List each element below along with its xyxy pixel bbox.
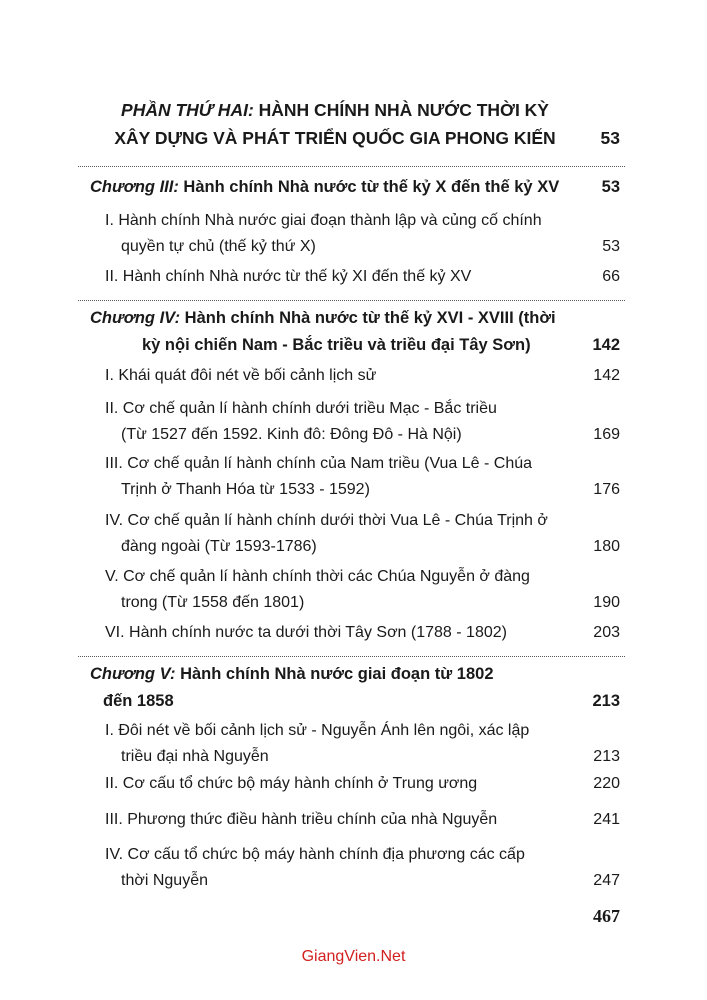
entry-page: 180 [593,538,620,555]
entry-page: 220 [593,775,620,792]
entry-page: 142 [593,367,620,384]
chapter-label: Chương IV: [90,309,181,327]
toc-entry: II. Cơ cấu tổ chức bộ máy hành chính ở Trung ương 220 [105,775,620,792]
toc-entry: II. Cơ chế quản lí hành chính dưới triều Mạc - Bắc triều (Từ 1527 đến 1592. Kinh đô: Đông Đô - Hà Nội) 169 [105,400,620,443]
part-page: 53 [600,128,620,148]
entry-page: 176 [593,481,620,498]
chapter-page: 142 [592,336,620,354]
toc-entry: III. Cơ chế quản lí hành chính của Nam triều (Vua Lê - Chúa Trịnh ở Thanh Hóa từ 1533 - 1592) 176 [105,455,620,498]
part-title-line1: HÀNH CHÍNH NHÀ NƯỚC THỜI KỲ [253,100,549,120]
entry-page: 203 [593,624,620,641]
chapter-title: Hành chính Nhà nước từ thế kỷ X đến thế kỷ XV [178,178,560,196]
toc-entry: VI. Hành chính nước ta dưới thời Tây Sơn (1788 - 1802) 203 [105,624,620,641]
chapter-title: Hành chính Nhà nước từ thế kỷ XVI - XVIII (thời [180,309,556,327]
entry-page: 66 [602,268,620,285]
part-prefix: PHẦN THỨ HAI: [121,100,254,120]
entry-page: 247 [593,872,620,889]
chapter-4-heading [90,309,620,363]
toc-entry: IV. Cơ cấu tổ chức bộ máy hành chính địa phương các cấp thời Nguyễn 247 [105,846,620,889]
watermark: GiangVien.Net [301,948,406,965]
entry-page: 213 [593,748,620,765]
chapter-page: 213 [592,692,620,710]
toc-entry: I. Hành chính Nhà nước giai đoạn thành lập và củng cố chính quyền tự chủ (thế kỷ thứ X) 53 [105,212,620,255]
toc-entry: I. Đôi nét về bối cảnh lịch sử - Nguyễn Ánh lên ngôi, xác lập triều đại nhà Nguyễn 213 [105,722,620,765]
toc-entry: II. Hành chính Nhà nước từ thế kỷ XI đến thế kỷ XV 66 [105,268,620,285]
toc-entry: I. Khái quát đôi nét về bối cảnh lịch sử 142 [105,367,620,384]
chapter-label: Chương V: [90,665,176,683]
chapter-title: Hành chính Nhà nước giai đoạn từ 1802 [175,665,494,683]
entry-page: 169 [593,426,620,443]
chapter-5-heading [90,665,620,719]
chapter-label: Chương III: [90,178,179,196]
divider [78,656,625,657]
toc-entry: III. Phương thức điều hành triều chính của nhà Nguyễn 241 [105,811,620,828]
toc-entry: IV. Cơ chế quản lí hành chính dưới thời Vua Lê - Chúa Trịnh ở đàng ngoài (Từ 1593-1786) 180 [105,512,620,555]
chapter-title-cont: đến 1858 [103,692,174,710]
toc-entry: V. Cơ chế quản lí hành chính thời các Chúa Nguyễn ở đàng trong (Từ 1558 đến 1801) 190 [105,568,620,611]
chapter-page: 53 [601,178,620,196]
entry-page: 190 [593,594,620,611]
entry-page: 53 [602,238,620,255]
chapter-3-heading [90,178,620,205]
chapter-title-cont: kỳ nội chiến Nam - Bắc triều và triều đại Tây Sơn) [142,336,531,354]
page-number: 467 [593,906,620,926]
divider [78,300,625,301]
entry-page: 241 [593,811,620,828]
part-heading [90,100,620,156]
divider [78,166,625,167]
part-title-line2: XÂY DỰNG VÀ PHÁT TRIỂN QUỐC GIA PHONG KIẾN [114,128,556,148]
